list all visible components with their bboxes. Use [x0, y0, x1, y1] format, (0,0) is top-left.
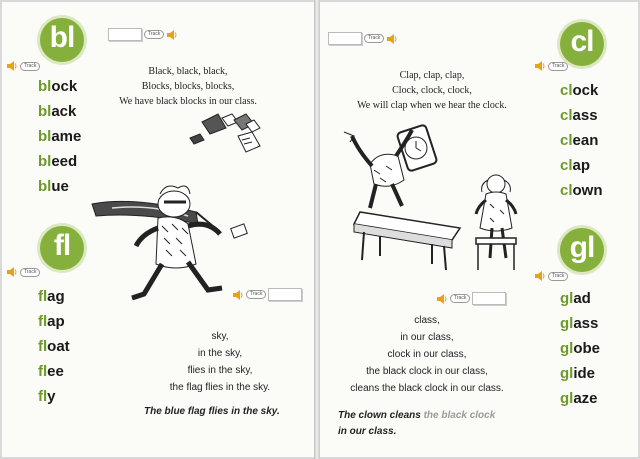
right-page: [320, 2, 638, 457]
track-label: Track: [20, 268, 40, 277]
blocks-illustration: [188, 110, 268, 162]
word-black: black: [38, 103, 77, 120]
speaker-icon: [534, 60, 546, 72]
cl-word-list: [560, 78, 603, 203]
cl-verse: [342, 68, 522, 113]
track-label: Track: [144, 30, 164, 39]
left-page: [2, 2, 314, 457]
audio-fl-chant[interactable]: [232, 288, 302, 301]
word-clean: clean: [560, 132, 599, 149]
badge-gl: gl: [560, 228, 604, 272]
audio-gl-words[interactable]: [534, 270, 568, 282]
verse-line: Clap, clap, clap,: [399, 70, 465, 81]
track-label: Track: [364, 34, 384, 43]
speaker-icon: [232, 289, 244, 301]
word-flag: flag: [38, 288, 65, 305]
word-float: float: [38, 338, 70, 355]
verse-line: We will clap when we hear the clock.: [357, 100, 507, 111]
verse-line: We have black blocks in our class.: [119, 96, 257, 107]
word-block: block: [38, 78, 78, 95]
word-glass: glass: [560, 315, 599, 332]
sentence-part-faint: the black clock: [423, 410, 496, 421]
badge-cl: cl: [560, 22, 604, 66]
audio-bl-verse[interactable]: [108, 28, 178, 41]
speaker-icon: [534, 270, 546, 282]
word-clap: clap: [560, 157, 591, 174]
chant-line: class,: [414, 315, 440, 326]
track-tag: [108, 28, 142, 41]
chant-line: the black clock in our class,: [366, 366, 488, 377]
word-class: class: [560, 107, 598, 124]
word-globe: globe: [560, 340, 601, 357]
speaker-icon: [6, 60, 18, 72]
word-blue: blue: [38, 178, 69, 195]
bl-verse: [100, 64, 276, 109]
word-blame: blame: [38, 128, 82, 145]
chant-line: sky,: [211, 331, 229, 342]
sentence-part: The clown cleans: [338, 410, 421, 421]
audio-gl-chant[interactable]: [436, 292, 506, 305]
track-tag: [268, 288, 302, 301]
chant-line: in the sky,: [197, 348, 243, 359]
fl-chant: [140, 328, 300, 396]
chant-line: the flag flies in the sky.: [169, 382, 271, 393]
word-clock: clock: [560, 82, 599, 99]
word-flee: flee: [38, 363, 64, 380]
track-label: Track: [548, 272, 568, 281]
clown-clock-classroom-illustration: [340, 120, 540, 276]
chant-line: cleans the black clock in our class.: [350, 383, 504, 394]
chant-line: in our class,: [400, 332, 454, 343]
audio-bl-words[interactable]: [6, 60, 40, 72]
speaker-icon: [386, 33, 398, 45]
verse-line: Clock, clock, clock,: [392, 85, 472, 96]
gl-sentence: [338, 408, 495, 440]
word-glaze: glaze: [560, 390, 598, 407]
badge-bl: bl: [40, 18, 84, 62]
verse-line: Black, black, black,: [148, 66, 228, 77]
word-bleed: bleed: [38, 153, 78, 170]
track-label: Track: [20, 62, 40, 71]
speaker-icon: [166, 29, 178, 41]
audio-cl-verse[interactable]: [328, 32, 398, 45]
chant-line: clock in our class,: [387, 349, 467, 360]
word-glad: glad: [560, 290, 591, 307]
track-tag: [472, 292, 506, 305]
fl-word-list: [38, 284, 70, 409]
fl-sentence: The blue flag flies in the sky.: [144, 406, 280, 417]
track-label: Track: [246, 290, 266, 299]
track-label: Track: [450, 294, 470, 303]
audio-cl-words[interactable]: [534, 60, 568, 72]
track-tag: [328, 32, 362, 45]
word-glide: glide: [560, 365, 596, 382]
word-clown: clown: [560, 182, 603, 199]
speaker-icon: [436, 293, 448, 305]
chant-line: flies in the sky,: [187, 365, 253, 376]
gl-chant: [322, 312, 532, 397]
speaker-icon: [6, 266, 18, 278]
sentence-part: in our class.: [338, 426, 397, 437]
track-label: Track: [548, 62, 568, 71]
verse-line: Blocks, blocks, blocks,: [141, 81, 235, 92]
badge-fl: fl: [40, 226, 84, 270]
gl-word-list: [560, 286, 600, 411]
bl-word-list: [38, 74, 81, 199]
boy-with-flag-illustration: [92, 182, 262, 322]
audio-fl-words[interactable]: [6, 266, 40, 278]
word-fly: fly: [38, 388, 56, 405]
word-flap: flap: [38, 313, 65, 330]
